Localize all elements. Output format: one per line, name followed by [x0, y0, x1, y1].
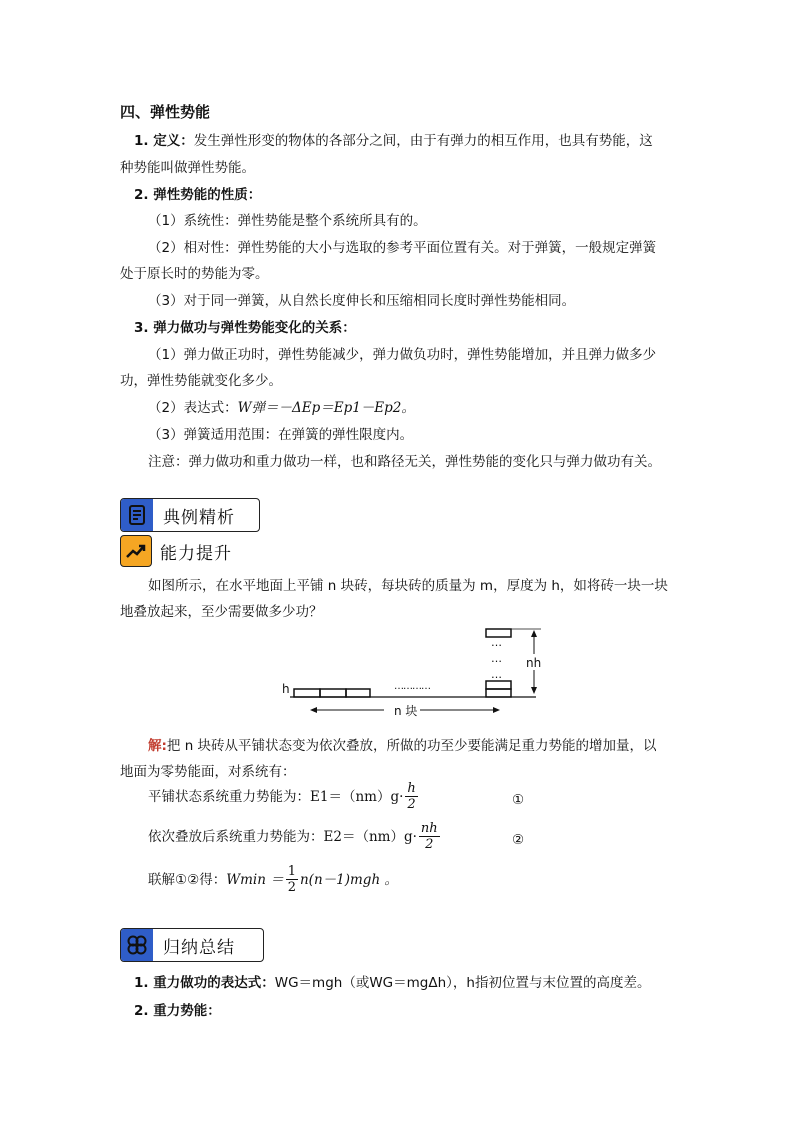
summary-item-1-text: WG＝mgh（或WG＝mgΔh），h指初位置与末位置的高度差。: [274, 975, 651, 991]
flat-brick: [294, 689, 320, 697]
solution-label: 解:: [148, 738, 167, 754]
expression-formula: W弹＝－ΔEp＝Ep1－Ep2。: [237, 400, 415, 416]
definition-text-cont: 种势能叫做弹性势能。: [120, 160, 255, 176]
solution-text: 把 n 块砖从平铺状态变为依次叠放，所做的功至少要能满足重力势能的增加量，以: [166, 738, 657, 754]
property-item-2-cont: 处于原长时的势能为零。: [120, 266, 269, 282]
eq3-lhs: Wmin ＝: [226, 871, 284, 888]
definition-label: 1. 定义：: [134, 133, 194, 149]
vertical-dots: …: [491, 668, 502, 681]
properties-label: 2. 弹性势能的性质：: [134, 187, 262, 203]
note-text: 注意：弹力做功和重力做功一样，也和路径无关，弹性势能的变化只与弹力做功有关。: [148, 454, 661, 470]
h-label: h: [282, 682, 290, 696]
summary-item-1-label: 1. 重力做功的表达式：: [134, 975, 275, 991]
eq2-lhs: E2＝（nm）g·: [323, 828, 417, 845]
example-badge-label: 典例精析: [163, 507, 235, 528]
relation-item-3: （3）弹簧适用范围：在弹簧的弹性限度内。: [148, 427, 414, 443]
nh-label: nh: [526, 656, 542, 670]
flat-brick: [346, 689, 370, 697]
example-badge: [120, 498, 260, 532]
eq1-tag: ①: [512, 792, 525, 808]
stacked-brick: [486, 681, 511, 689]
problem-text-cont: 地叠放起来，至少需要做多少功？: [120, 604, 323, 620]
property-item-2: （2）相对性：弹性势能的大小与选取的参考平面位置有关。对于弹簧，一般规定弹簧: [148, 240, 657, 256]
document-icon: [121, 499, 153, 531]
relation-label: 3. 弹力做功与弹性势能变化的关系：: [134, 320, 356, 336]
relation-item-1-cont: 功，弹性势能就变化多少。: [120, 373, 282, 389]
equation-2: [148, 821, 442, 852]
ability-badge: [120, 535, 242, 567]
solution-text-cont: 地面为零势能面，对系统有：: [120, 764, 296, 780]
problem-text: 如图所示，在水平地面上平铺 n 块砖，每块砖的质量为 m，厚度为 h，如将砖一块一块: [148, 578, 668, 594]
vertical-dots: …: [491, 636, 502, 649]
arrowhead: [531, 630, 537, 637]
definition-paragraph: [134, 131, 653, 151]
eq3-numerator: 1: [287, 864, 296, 879]
eq2-fraction: [419, 821, 440, 852]
expression-prefix: （2）表达式：: [148, 400, 238, 416]
section-heading: 四、弹性势能: [120, 103, 211, 121]
summary-item-1: [134, 973, 650, 993]
eq3-fraction: [286, 864, 298, 895]
vertical-dots: …: [491, 652, 502, 665]
eq2-numerator: nh: [420, 821, 438, 836]
arrowhead: [493, 707, 500, 713]
bricks-figure: [276, 622, 566, 722]
eq2-prefix: 依次叠放后系统重力势能为：: [148, 828, 324, 845]
solution-paragraph: [148, 736, 657, 756]
summary-badge: [120, 928, 264, 962]
property-item-3: （3）对于同一弹簧，从自然长度伸长和压缩相同长度时弹性势能相同。: [148, 293, 576, 309]
flat-brick: [320, 689, 346, 697]
arrowhead: [310, 707, 317, 713]
property-item-1: （1）系统性：弹性势能是整个系统所具有的。: [148, 213, 427, 229]
horizontal-dots: …………: [394, 681, 430, 692]
stacked-brick: [486, 689, 511, 697]
eq1-numerator: h: [407, 781, 416, 796]
equation-3: [148, 864, 398, 895]
ability-badge-label: 能力提升: [160, 543, 232, 564]
eq3-rhs: n(n－1)mgh 。: [299, 871, 398, 888]
eq3-prefix: 联解①②得：: [148, 871, 227, 888]
trend-up-icon: [120, 535, 152, 567]
eq2-tag: ②: [512, 832, 525, 848]
definition-text: 发生弹性形变的物体的各部分之间，由于有弹力的相互作用，也具有势能，这: [193, 133, 653, 149]
n-label: n 块: [394, 704, 418, 718]
grid-icon: [121, 929, 153, 961]
relation-item-2: [148, 398, 415, 418]
equation-1: [148, 781, 420, 812]
eq1-fraction: [405, 781, 417, 812]
eq3-denominator: 2: [287, 880, 296, 895]
eq1-denominator: 2: [407, 797, 416, 812]
summary-item-2-label: 2. 重力势能：: [134, 1003, 221, 1019]
eq1-lhs: E1＝（nm）g·: [310, 788, 404, 805]
eq1-prefix: 平铺状态系统重力势能为：: [148, 788, 310, 805]
eq2-denominator: 2: [425, 837, 434, 852]
summary-badge-label: 归纳总结: [163, 937, 235, 958]
relation-item-1: （1）弹力做正功时，弹性势能减少，弹力做负功时，弹性势能增加，并且弹力做多少: [148, 347, 657, 363]
arrowhead: [531, 687, 537, 694]
